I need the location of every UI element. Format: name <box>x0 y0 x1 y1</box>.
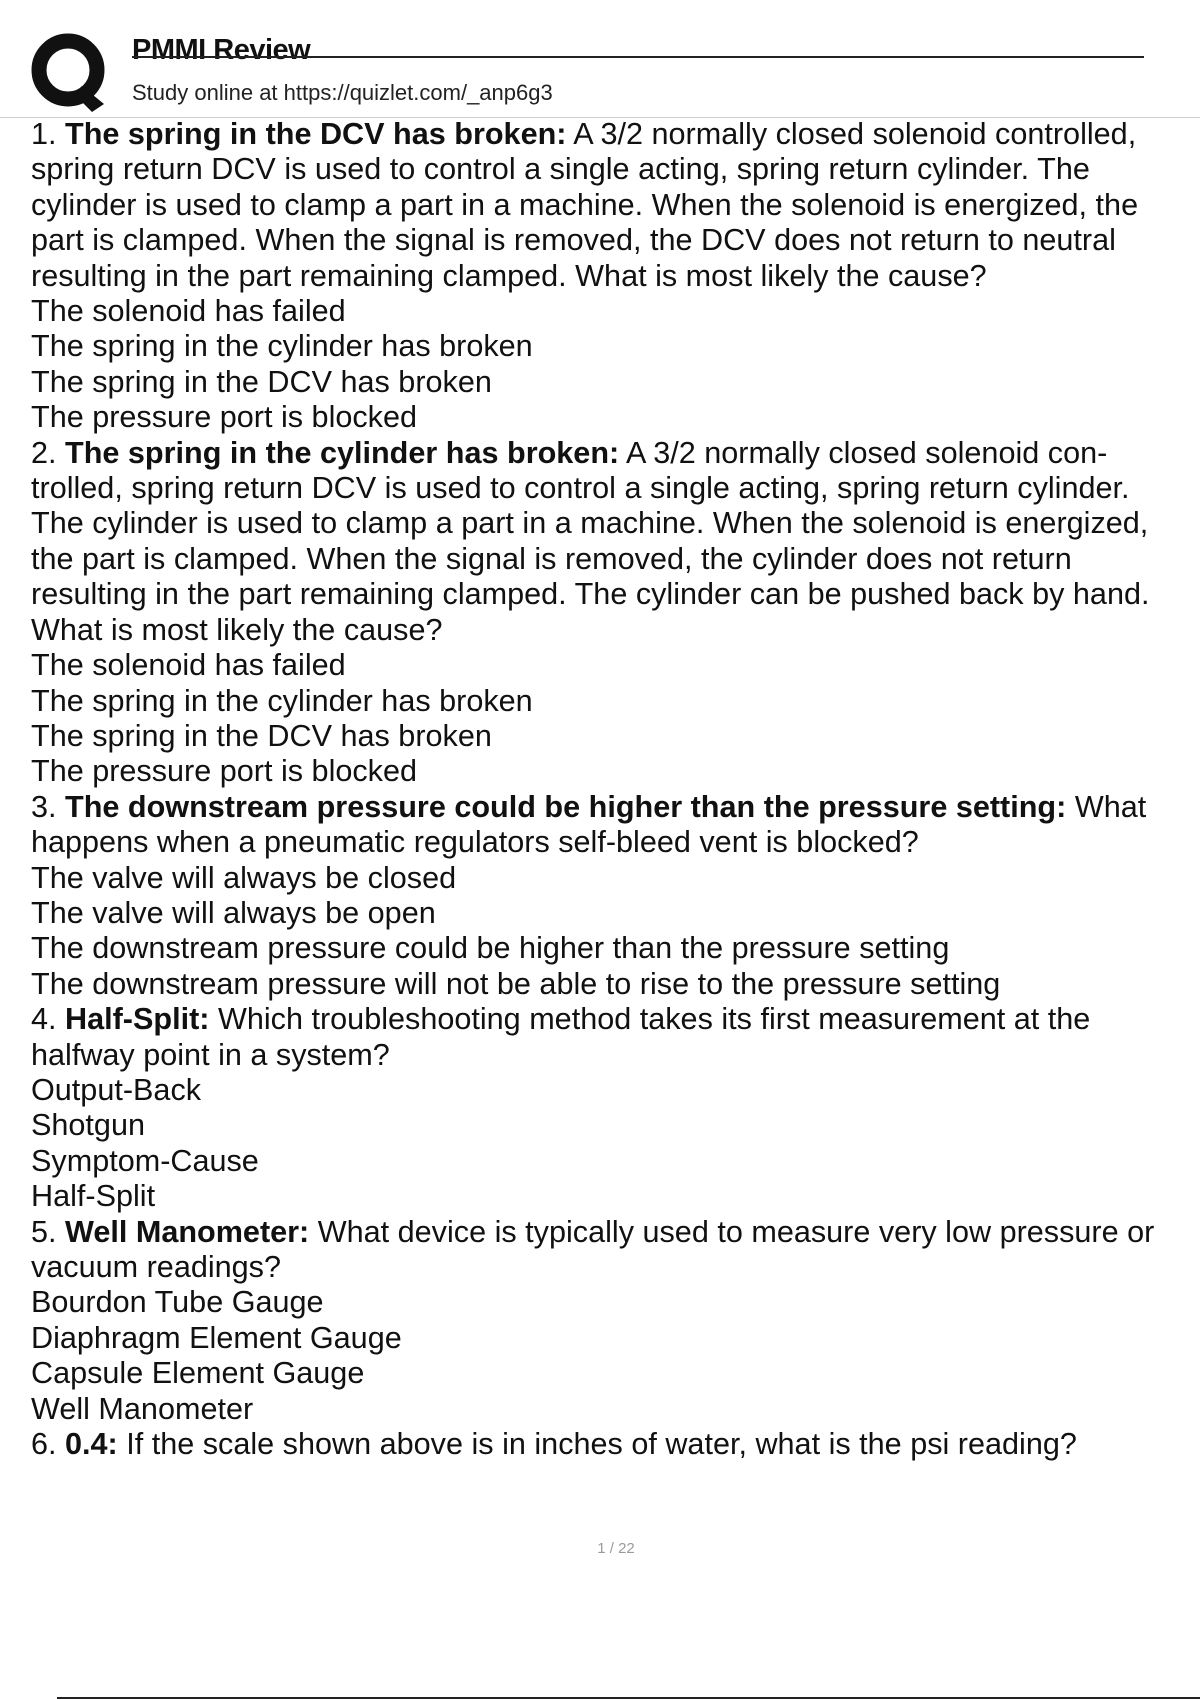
question-first-line <box>31 1427 1200 1462</box>
question-text-line: spring return DCV is used to control a single acting, spring return cylinder. The <box>31 152 1090 187</box>
question-text-line: cylinder is used to clamp a part in a machine. When the solenoid is energized, the <box>31 187 1139 222</box>
question-text-line: the part is clamped. When the signal is removed, the cylinder does not return <box>31 541 1072 576</box>
answer-option: The spring in the DCV has broken <box>31 718 492 753</box>
question-number: 2. <box>31 435 57 470</box>
question-text: A 3/2 normally closed solenoid con- <box>626 435 1108 470</box>
page-number: 1 / 22 <box>597 1540 635 1557</box>
question-text-line: resulting in the part remaining clamped. What is most likely the cause? <box>31 258 987 293</box>
question-4 <box>31 1002 1200 1214</box>
question-text-line: resulting in the part remaining clamped. The cylinder can be pushed back by hand. <box>31 577 1150 612</box>
question-text-line: What is most likely the cause? <box>31 612 443 647</box>
answer-option: The valve will always be open <box>31 895 436 930</box>
answer-option: The pressure port is blocked <box>31 754 418 789</box>
question-text: Which troubleshooting method takes its first measurement at the <box>217 1002 1091 1037</box>
answer-option: Bourdon Tube Gauge <box>31 1285 324 1320</box>
answer-option: The valve will always be closed <box>31 860 457 895</box>
question-answer: The downstream pressure could be higher than the pressure setting: <box>65 789 1067 824</box>
question-first-line <box>31 790 1200 825</box>
answer-option: Well Manometer <box>31 1391 254 1426</box>
question-text-line: part is clamped. When the signal is removed, the DCV does not return to neutral <box>31 223 1116 258</box>
question-answer: The spring in the cylinder has broken: <box>65 435 620 470</box>
question-first-line <box>31 436 1200 471</box>
answer-option: The spring in the DCV has broken <box>31 364 492 399</box>
answer-option: The solenoid has failed <box>31 648 346 683</box>
question-2 <box>31 436 1200 790</box>
bottom-rule <box>57 1697 1200 1699</box>
answer-option: The pressure port is blocked <box>31 400 418 435</box>
question-number: 5. <box>31 1214 57 1249</box>
question-answer: Well Manometer: <box>65 1214 310 1249</box>
question-text: A 3/2 normally closed solenoid controlled, <box>573 117 1137 151</box>
answer-option: Output-Back <box>31 1072 202 1107</box>
question-answer: The spring in the DCV has broken: <box>65 117 567 151</box>
question-1 <box>31 117 1200 436</box>
question-6 <box>31 1427 1200 1462</box>
answer-option: The downstream pressure will not be able to rise to the pressure setting <box>31 966 1001 1001</box>
question-first-line <box>31 1002 1200 1037</box>
answer-option: Shotgun <box>31 1108 145 1143</box>
question-text: If the scale shown above is in inches of water, what is the psi reading? <box>126 1427 1077 1462</box>
answer-option: Diaphragm Element Gauge <box>31 1320 402 1355</box>
question-5 <box>31 1215 1200 1427</box>
document-header <box>0 0 1200 118</box>
question-first-line <box>31 1215 1200 1250</box>
answer-option: Capsule Element Gauge <box>31 1356 365 1391</box>
question-number: 4. <box>31 1002 57 1037</box>
question-text-line: vacuum readings? <box>31 1250 281 1284</box>
study-online-link[interactable]: Study online at https://quizlet.com/_anp6g3 <box>132 80 553 105</box>
answer-option: The solenoid has failed <box>31 294 346 329</box>
question-3 <box>31 790 1200 1002</box>
question-text: What device is typically used to measure very low pressure or <box>317 1214 1155 1249</box>
answer-option: The downstream pressure could be higher than the pressure setting <box>31 931 950 966</box>
question-list <box>31 117 1200 1462</box>
question-answer: Half-Split: <box>65 1002 210 1037</box>
question-number: 1. <box>31 117 57 151</box>
question-number: 6. <box>31 1427 57 1462</box>
answer-option: The spring in the cylinder has broken <box>31 683 533 718</box>
answer-option: The spring in the cylinder has broken <box>31 329 533 364</box>
question-text: What <box>1074 789 1147 824</box>
question-text-line: halfway point in a system? <box>31 1037 390 1072</box>
question-text-line: happens when a pneumatic regulators self-bleed vent is blocked? <box>31 825 919 860</box>
document-title: PMMI Review <box>132 34 311 66</box>
quizlet-q-logo-icon <box>30 32 112 114</box>
question-number: 3. <box>31 789 57 824</box>
answer-option: Symptom-Cause <box>31 1143 259 1178</box>
title-rule <box>132 56 1144 58</box>
question-text-line: The cylinder is used to clamp a part in a machine. When the solenoid is energized, <box>31 506 1149 541</box>
question-text-line: trolled, spring return DCV is used to control a single acting, spring return cylinder. <box>31 471 1130 506</box>
answer-option: Half-Split <box>31 1179 156 1214</box>
question-answer: 0.4: <box>65 1427 118 1462</box>
question-first-line <box>31 117 1200 152</box>
